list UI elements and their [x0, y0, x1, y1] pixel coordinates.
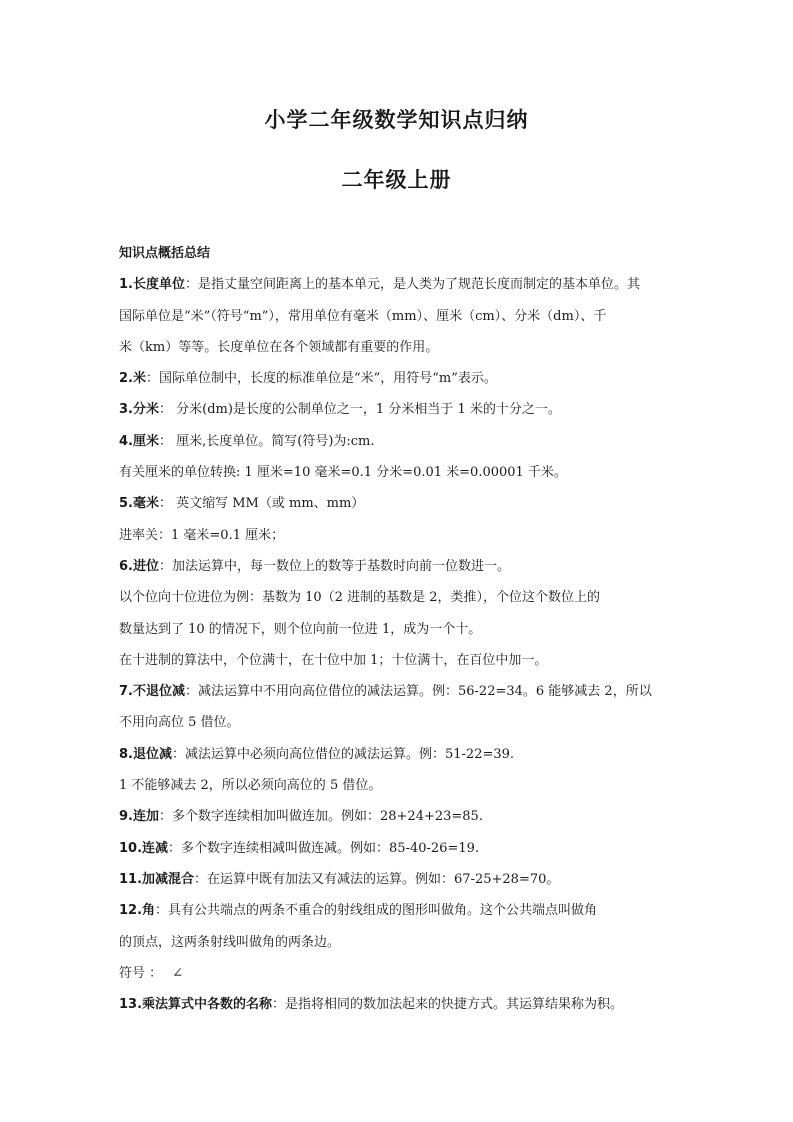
entry-term: 5.毫米: [119, 496, 159, 512]
entry-text: ：具有公共端点的两条不重合的射线组成的图形叫做角。这个公共端点叫做角: [155, 903, 598, 919]
entry-continuation: 有关厘米的单位转换: 1 厘米=10 毫米=0.1 分米=0.01 米=0.00001 千米。: [119, 465, 567, 481]
entry-centimeter: [119, 431, 679, 462]
entry-term: 11.加减混合: [119, 871, 195, 887]
entry-text: ：减法运算中不用向高位借位的减法运算。例：56-22=34。6 能够减去 2，所以: [184, 684, 652, 700]
document-title: 小学二年级数学知识点归纳: [264, 108, 529, 132]
section-heading: 知识点概括总结: [119, 246, 211, 261]
entry-continuation: 国际单位是“米”（符号“m”），常用单位有毫米（mm）、厘米（cm）、分米（dm）、千: [119, 308, 607, 324]
entry-subtraction-borrow: [119, 744, 679, 775]
entry-text: ：加法运算中，每一数位上的数等于基数时向前一位数进一。: [158, 558, 510, 574]
entry-continuation: 1 不能够减去 2，所以必须向高位的 5 借位。: [119, 778, 382, 794]
entry-text: ： 英文缩写 MM（或 mm、mm）: [158, 496, 365, 512]
entry-text: ：多个数字连续相减叫做连减。例如：85-40-26=19.: [168, 840, 480, 856]
entry-term: 1.长度单位: [119, 277, 185, 293]
entry-text: ：减法运算中必须向高位借位的减法运算。例：51-22=39.: [171, 746, 515, 762]
entry-term: 9.连加: [119, 809, 159, 825]
entry-continuation: 米（km）等等。长度单位在各个领域都有重要的作用。: [119, 339, 439, 355]
entry-millimeter: [119, 493, 679, 524]
document-body: [119, 243, 679, 1025]
entry-mixed-operations: [119, 869, 679, 900]
entry-text: ：是指将相同的数加法起来的快捷方式。其运算结果称为积。: [272, 997, 624, 1013]
entry-continuation: 不用向高位 5 借位。: [119, 715, 240, 731]
entry-angle: [119, 900, 679, 931]
entry-term: 8.退位减: [119, 746, 172, 762]
document-subtitle: 二年级上册: [341, 168, 452, 192]
entry-text: ： 厘米,长度单位。简写(符号)为:cm.: [158, 433, 375, 449]
entry-continuation: 在十进制的算法中，个位满十，在十位中加 1；十位满十，在百位中加一。: [119, 652, 548, 668]
angle-symbol-icon: ∠: [172, 965, 184, 981]
angle-symbol-label: 符号 ：: [119, 965, 163, 981]
entry-term: 10.连减: [119, 840, 169, 856]
entry-continuation: 进率关：1 毫米=0.1 厘米；: [119, 527, 285, 543]
entry-text: ：在运算中既有加法又有减法的运算。例如：67-25+28=70。: [194, 871, 560, 887]
entry-text: ：多个数字连续相加叫做连加。例如：28+24+23=85.: [158, 809, 483, 825]
entry-term: 7.不退位减: [119, 684, 185, 700]
angle-symbol-line: [119, 963, 679, 994]
entry-term: 12.角: [119, 903, 156, 919]
entry-text: ： 分米(dm)是长度的公制单位之一，1 分米相当于 1 米的十分之一。: [158, 402, 561, 418]
entry-length-unit: [119, 274, 679, 305]
entry-continuation: 的顶点，这两条射线叫做角的两条边。: [119, 934, 341, 950]
entry-text: ：是指丈量空间距离上的基本单元，是人类为了规范长度而制定的基本单位。其: [184, 277, 640, 293]
entry-continuation: 数量达到了 10 的情况下，则个位向前一位进 1，成为一个十。: [119, 621, 482, 637]
entry-consecutive-addition: [119, 806, 679, 837]
entry-text: ：国际单位制中，长度的标准单位是“米”，用符号“m”表示。: [145, 371, 497, 387]
entry-term: 13.乘法算式中各数的名称: [119, 997, 273, 1013]
entry-subtraction-no-borrow: [119, 681, 679, 712]
entry-decimeter: [119, 399, 679, 430]
entry-continuation: 以个位向十位进位为例：基数为 10（2 进制的基数是 2，类推），个位这个数位上的: [119, 590, 600, 606]
entry-multiplication-terms: [119, 994, 679, 1025]
entry-term: 6.进位: [119, 558, 159, 574]
entry-term: 3.分米: [119, 402, 159, 418]
entry-consecutive-subtraction: [119, 838, 679, 869]
entry-term: 4.厘米: [119, 433, 159, 449]
entry-carry: [119, 556, 679, 587]
entry-term: 2.米: [119, 371, 146, 387]
entry-meter: [119, 368, 679, 399]
